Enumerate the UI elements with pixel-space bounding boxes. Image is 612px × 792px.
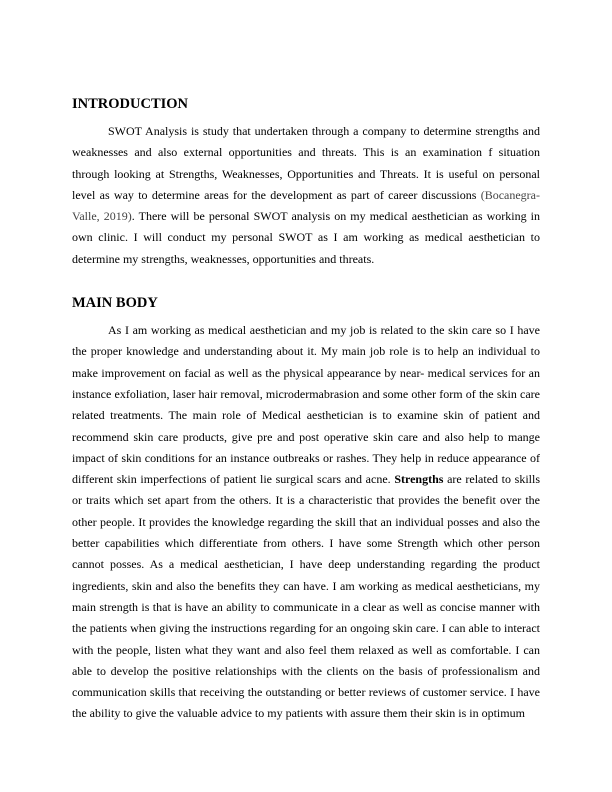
introduction-heading: INTRODUCTION [72,96,189,112]
main-body-heading: MAIN BODY [72,295,158,312]
section-spacer [72,270,540,292]
main-body-paragraph [72,320,540,725]
introduction-text: SWOT Analysis is study that undertaken through a company to determine strengths and weaknesses and also external opportunities and threats. This is an examination f situation through looking at Strengths, Weaknesses, Opportunities and Threats. It is useful on personal level as way to determine areas for the development as part of career discussions [72,124,540,202]
main-body-text-continued: are related to skills or traits which set apart from the others. It is a characteristic that provides the benefit over the other people. It provides the knowledge regarding the skill that an individual posses and also the better capabilities which differentiate from others. I have some Strength which other person cannot posses. As a medical aesthetician, I have deep understanding regarding the product ingredients, skin and also the benefits they can have. I am working as medical aestheticians, my main strength is that is have an ability to communicate in a clear as well as concise manner with the patients when giving the instructions regarding for an ongoing skin care. I can able to interact with the people, listen what they want and also feel them relaxed as well as comfortable. I can able to develop the positive relationships with the clients on the basis of professionalism and communication skills that receiving the outstanding or better reviews of customer service. I have the ability to give the valuable advice to my patients with assure them their skin is in optimum [72,472,541,721]
document-page [72,93,540,725]
introduction-text-continued: . There will be personal SWOT analysis on my medical aesthetician as working in own clinic. I will conduct my personal SWOT as I am working as medical aesthetician to determine my strengths, weaknesses, opportunities and threats. [72,209,541,266]
introduction-paragraph [72,121,540,270]
main-body-text: As I am working as medical aesthetician and my job is related to the skin care so I have the proper knowledge and understanding about it. My main job role is to help an individual to make improvement on facial as well as the physical appearance by near- medical services for an instance exfoliation, laser hair removal, microdermabrasion and some other form of the skin care related treatments. The main role of Medical aesthetician is to examine skin of patient and recommend skin care products, give pre and post operative skin care and also help to mange impact of skin conditions for an instance outbreaks or rashes. They help in reduce appearance of different skin imperfections of patient lie surgical scars and acne. [72,323,540,487]
introduction-citation: (Bocanegra-Valle, 2019) [72,187,540,224]
strengths-term: Strengths [394,472,444,487]
